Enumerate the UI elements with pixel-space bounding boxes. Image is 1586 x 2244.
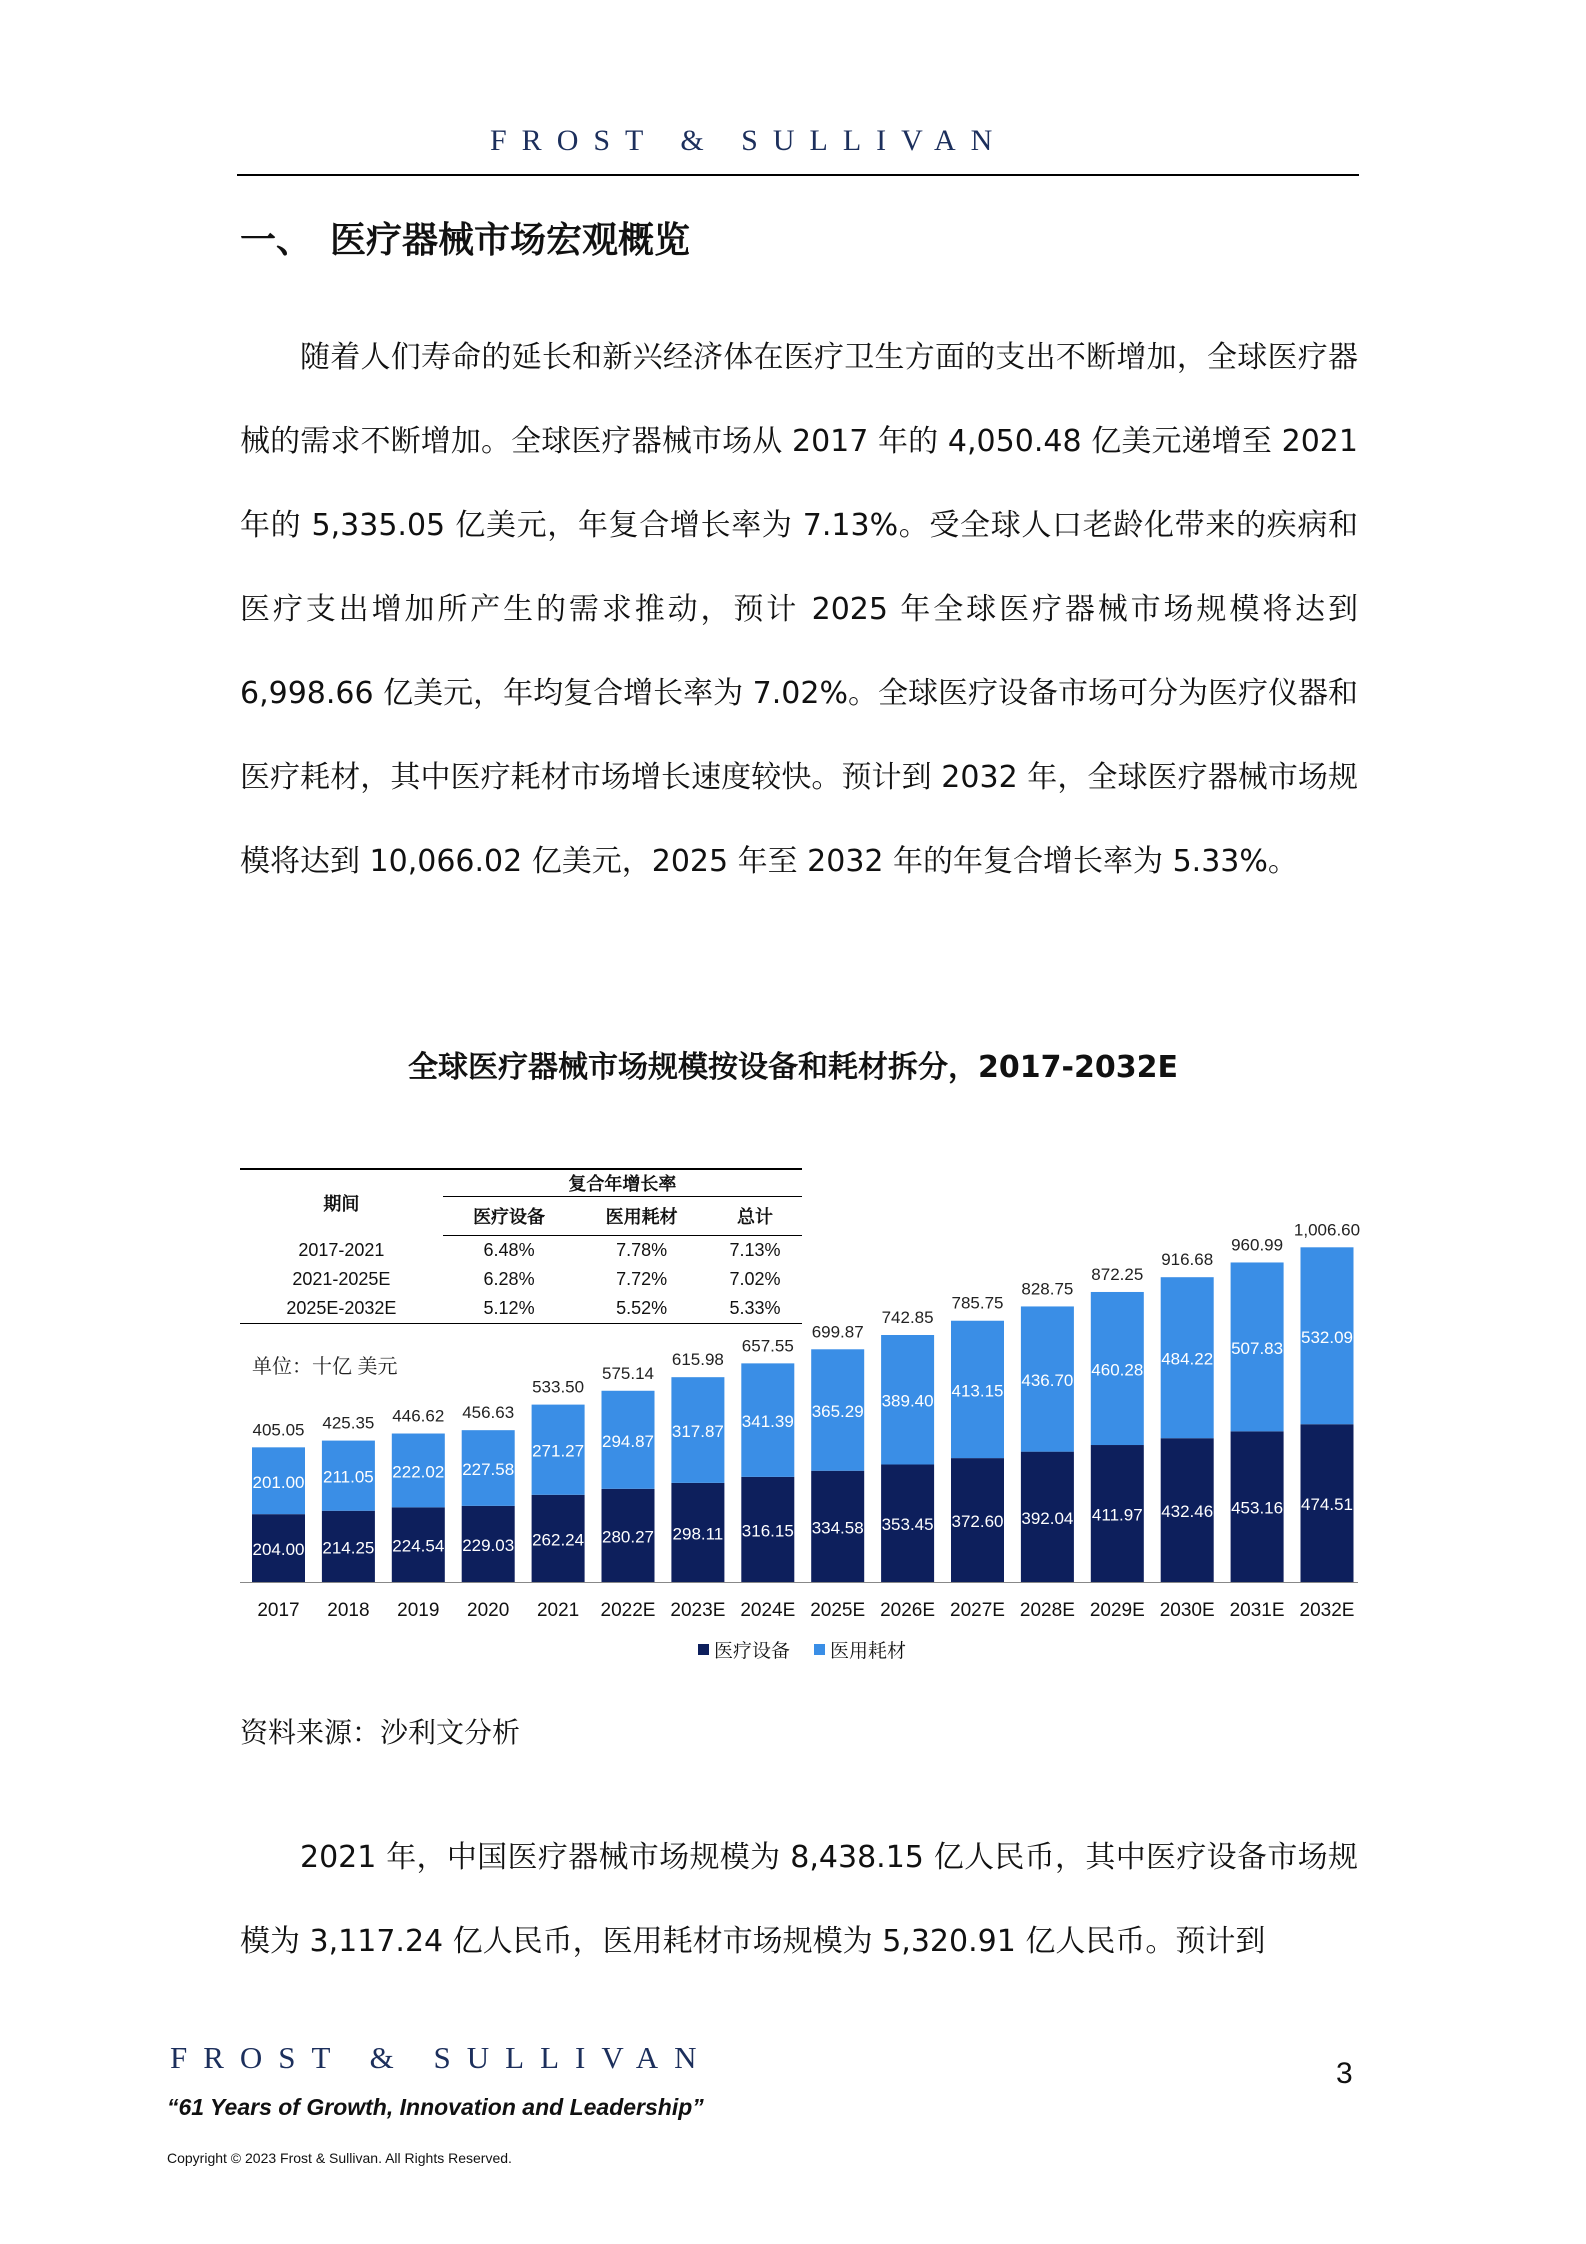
x-tick-label: 2024E — [740, 1600, 796, 1621]
data-label-devices: 411.97 — [1091, 1505, 1143, 1525]
cagr-header-consumables: 医用耗材 — [575, 1197, 708, 1236]
data-label-consumables: 460.28 — [1091, 1360, 1144, 1380]
data-label-total: 533.50 — [532, 1377, 585, 1397]
data-label-consumables: 365.29 — [811, 1402, 864, 1422]
data-label-consumables: 507.83 — [1231, 1338, 1284, 1358]
x-tick-label: 2025E — [810, 1600, 866, 1621]
footer-slogan: “61 Years of Growth, Innovation and Leadership” — [167, 2094, 704, 2120]
x-tick-label: 2030E — [1159, 1600, 1215, 1621]
data-label-total: 575.14 — [602, 1363, 654, 1383]
data-label-devices: 334.58 — [811, 1518, 864, 1538]
data-label-consumables: 211.05 — [323, 1467, 374, 1487]
chart-unit-label: 单位：十亿 美元 — [252, 1356, 398, 1378]
data-label-total: 615.98 — [671, 1350, 724, 1370]
x-tick-label: 2020 — [467, 1600, 510, 1621]
cagr-value: 7.13% — [729, 1240, 781, 1260]
cagr-value: 5.52% — [575, 1294, 708, 1324]
x-tick-label: 2027E — [950, 1600, 1005, 1621]
x-tick-label: 2022E — [600, 1600, 656, 1621]
data-label-total: 872.25 — [1091, 1264, 1144, 1284]
data-label-consumables: 271.27 — [532, 1441, 585, 1461]
cagr-value: 7.72% — [616, 1269, 668, 1289]
source-note: 资料来源：沙利文分析 — [240, 1716, 521, 1749]
cagr-header-group: 复合年增长率 — [443, 1169, 802, 1197]
cagr-row — [240, 1236, 802, 1266]
data-label-devices: 353.45 — [881, 1515, 934, 1535]
data-label-consumables: 484.22 — [1161, 1349, 1214, 1369]
data-label-consumables: 317.87 — [671, 1422, 724, 1442]
x-tick-label: 2032E — [1299, 1600, 1355, 1621]
body-paragraph-2: 2021 年，中国医疗器械市场规模为 8,438.15 亿人民币，其中医疗设备市场规模为 3,117.24 亿人民币，医用耗材市场规模为 5,320.91 亿人民币。预计到 — [240, 1840, 1358, 1959]
data-label-consumables: 413.15 — [951, 1381, 1004, 1401]
copyright: Copyright © 2023 Frost & Sullivan. All Rights Reserved. — [167, 2150, 512, 2166]
data-label-devices: 298.11 — [672, 1524, 724, 1544]
section-title: 一、 医疗器械市场宏观概览 — [240, 220, 691, 261]
cagr-header-devices: 医疗设备 — [443, 1197, 576, 1236]
data-label-total: 742.85 — [881, 1308, 934, 1328]
data-label-consumables: 389.40 — [881, 1391, 934, 1411]
data-label-total: 405.05 — [252, 1420, 305, 1440]
data-label-devices: 432.46 — [1161, 1502, 1214, 1522]
data-label-devices: 229.03 — [462, 1535, 515, 1555]
cagr-header-total: 总计 — [708, 1197, 802, 1236]
cagr-table — [240, 1168, 802, 1324]
x-tick-label: 2021 — [536, 1600, 580, 1621]
data-label-devices: 204.00 — [252, 1540, 305, 1560]
x-tick-label: 2017 — [257, 1600, 300, 1621]
data-label-total: 657.55 — [741, 1336, 794, 1356]
cagr-value: 7.78% — [616, 1240, 668, 1260]
data-label-total: 699.87 — [811, 1322, 864, 1342]
header-brand-logo: FROST & SULLIVAN — [490, 124, 1008, 157]
data-label-total: 828.75 — [1021, 1279, 1074, 1299]
data-label-consumables: 294.87 — [602, 1431, 654, 1451]
legend-swatch-consumables — [814, 1644, 825, 1655]
data-label-consumables: 201.00 — [252, 1472, 305, 1492]
data-label-consumables: 341.39 — [741, 1412, 794, 1432]
cagr-value: 5.12% — [443, 1294, 576, 1324]
x-tick-label: 2018 — [327, 1600, 370, 1621]
data-label-devices: 214.25 — [322, 1538, 375, 1558]
data-label-total: 446.62 — [392, 1406, 445, 1426]
data-label-total: 916.68 — [1161, 1250, 1214, 1270]
x-tick-label: 2031E — [1229, 1600, 1285, 1621]
cagr-header-period: 期间 — [240, 1169, 443, 1236]
data-label-consumables: 222.02 — [392, 1462, 445, 1482]
page-number: 3 — [1336, 2057, 1353, 2090]
cagr-period: 2025E-2032E — [240, 1294, 443, 1324]
body-paragraph-1: 随着人们寿命的延长和新兴经济体在医疗卫生方面的支出不断增加，全球医疗器械的需求不断增加。全球医疗器械市场从 2017 年的 4,050.48 亿美元递增至 2021 年的 5,335.05 亿美元，年复合增长率为 7.13%。受全球人口老龄化带来的疾病和医疗支出增加所产生的需求推动，预计 2025 年全球医疗器械市场规模将达到 6,998.66 亿美元，年均复合增长率为 7.02%。全球医疗设备市场可分为医疗仪器和医疗耗材，其中医疗耗材市场增长速度较快。预计到 2032 年，全球医疗器械市场规模将达到 10,066.02 亿美元，2025 年至 2032 年的年复合增长率为 5.33%。 — [240, 340, 1358, 879]
cagr-value: 5.33% — [708, 1294, 802, 1324]
data-label-consumables: 532.09 — [1301, 1327, 1353, 1347]
data-label-devices: 280.27 — [602, 1527, 654, 1547]
legend-swatch-devices — [698, 1644, 709, 1655]
cagr-value: 6.28% — [483, 1269, 535, 1289]
data-label-devices: 453.16 — [1231, 1498, 1284, 1518]
data-label-consumables: 436.70 — [1021, 1371, 1074, 1391]
x-tick-label: 2028E — [1019, 1600, 1075, 1621]
data-label-devices: 224.54 — [392, 1536, 445, 1556]
cagr-row — [240, 1265, 802, 1294]
cagr-value: 6.48% — [483, 1240, 535, 1260]
data-label-total: 785.75 — [951, 1293, 1004, 1313]
data-label-total: 960.99 — [1231, 1235, 1284, 1255]
x-tick-label: 2023E — [670, 1600, 726, 1621]
data-label-devices: 372.60 — [951, 1512, 1004, 1532]
x-tick-label: 2026E — [880, 1600, 936, 1621]
data-label-total: 1,006.60 — [1293, 1220, 1361, 1240]
data-label-devices: 262.24 — [532, 1530, 585, 1550]
data-label-devices: 392.04 — [1021, 1508, 1074, 1528]
footer-brand-logo: FROST & SULLIVAN — [170, 2040, 713, 2075]
data-label-devices: 316.15 — [741, 1521, 794, 1541]
data-label-devices: 474.51 — [1301, 1495, 1353, 1515]
data-label-total: 425.35 — [322, 1413, 375, 1433]
legend-label-devices: 医疗设备 — [714, 1641, 791, 1662]
data-label-consumables: 227.58 — [462, 1460, 515, 1480]
data-label-total: 456.63 — [462, 1403, 515, 1423]
cagr-row — [240, 1294, 802, 1324]
x-tick-label: 2029E — [1089, 1600, 1145, 1621]
x-tick-label: 2019 — [397, 1600, 440, 1621]
legend-label-consumables: 医用耗材 — [830, 1641, 907, 1662]
cagr-period: 2021-2025E — [292, 1269, 391, 1289]
cagr-period: 2017-2021 — [298, 1239, 385, 1260]
cagr-value: 7.02% — [729, 1269, 781, 1289]
chart-title: 全球医疗器械市场规模按设备和耗材拆分，2017-2032E — [408, 1050, 1178, 1085]
